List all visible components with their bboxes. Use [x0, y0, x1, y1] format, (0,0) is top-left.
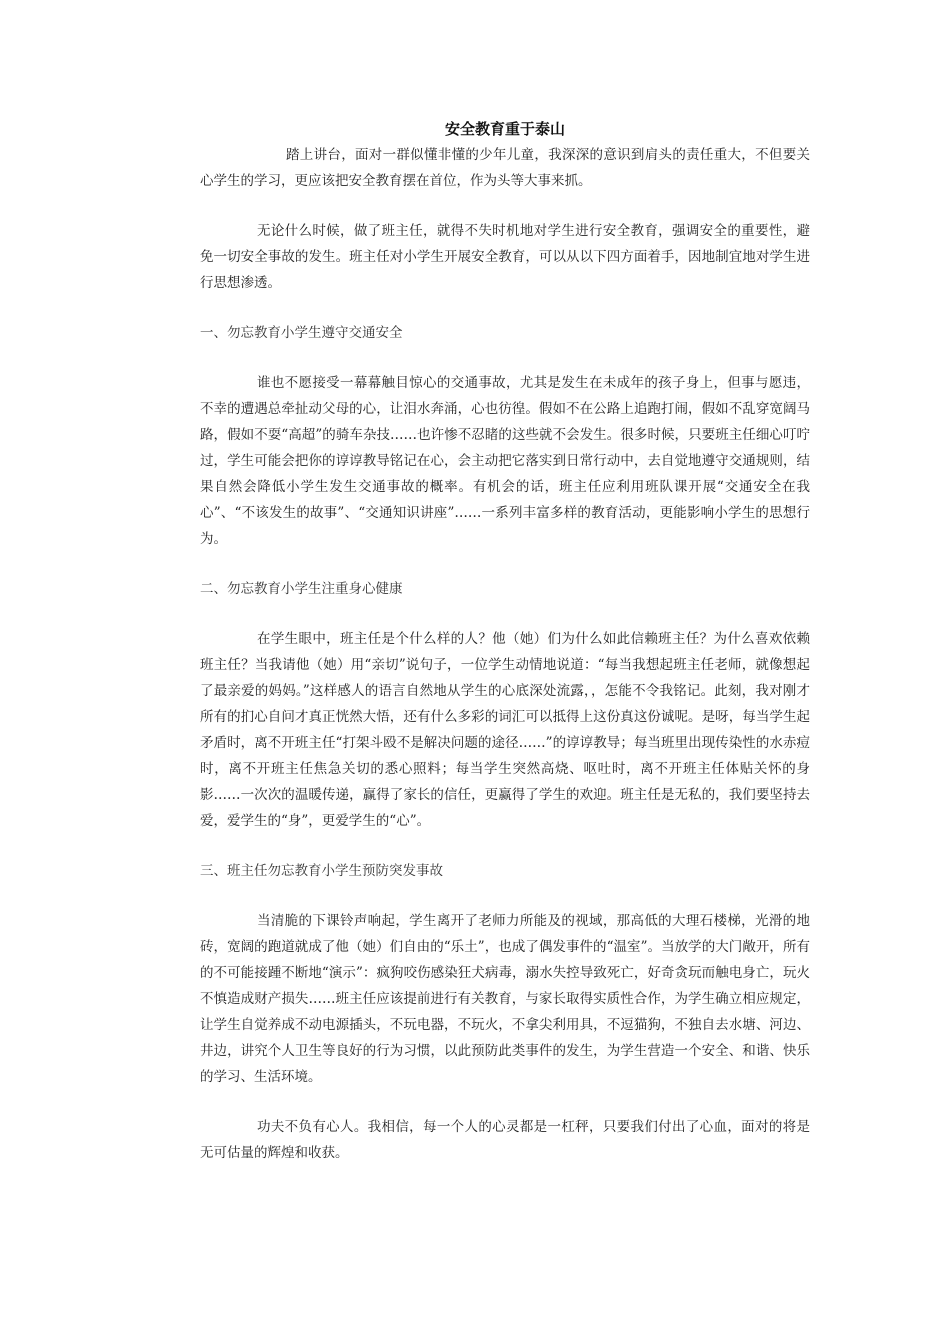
paragraph-spacer	[200, 602, 810, 626]
paragraph-spacer	[200, 552, 810, 576]
section-1-body: 谁也不愿接受一幕幕触目惊心的交通事故，尤其是发生在未成年的孩子身上，但事与愿违，不幸的遭遇总牵扯动父母的心，让泪水奔涌，心也彷徨。假如不在公路上追跑打闹，假如不乱穿宽阔马路，假如不耍“高超”的骑车杂技……也许惨不忍睹的这些就不会发生。很多时候，只要班主任细心叮咛过，学生可能会把你的谆谆教导铭记在心，会主动把它落实到日常行动中，去自觉地遵守交通规则，结果自然会降低小学生发生交通事故的概率。有机会的话，班主任应利用班队课开展“交通安全在我心”、“不该发生的故事”、“交通知识讲座”……一系列丰富多样的教育活动，更能影响小学生的思想行为。	[200, 375, 810, 547]
intro-paragraph: 踏上讲台，面对一群似懂非懂的少年儿童，我深深的意识到肩头的责任重大，不但要关心学生的学习，更应该把安全教育摆在首位，作为头等大事来抓。	[200, 147, 810, 189]
document-page	[200, 118, 810, 1166]
paragraph-spacer	[200, 884, 810, 908]
paragraph-spacer	[200, 1090, 810, 1114]
paragraph-spacer	[200, 296, 810, 320]
section-2-heading: 二、勿忘教育小学生注重身心健康	[200, 581, 403, 597]
document-title: 安全教育重于泰山	[444, 120, 565, 138]
overview-paragraph: 无论什么时候，做了班主任，就得不失时机地对学生进行安全教育，强调安全的重要性，避免一切安全事故的发生。班主任对小学生开展安全教育，可以从以下四方面着手，因地制宜地对学生进行思想渗透。	[200, 223, 810, 291]
paragraph-spacer	[200, 346, 810, 370]
section-3-body: 当清脆的下课铃声响起，学生离开了老师力所能及的视域，那高低的大理石楼梯，光滑的地砖，宽阔的跑道就成了他（她）们自由的“乐土”，也成了偶发事件的“温室”。当放学的大门敞开，所有的不可能接踵不断地“演示”：疯狗咬伤感染狂犬病毒，溺水失控导致死亡，好奇贪玩而触电身亡，玩火不慎造成财产损失……班主任应该提前进行有关教育，与家长取得实质性合作，为学生确立相应规定，让学生自觉养成不动电源插头，不玩电器，不玩火，不拿尖利用具，不逗猫狗，不独自去水塘、河边、井边，讲究个人卫生等良好的行为习惯，以此预防此类事件的发生，为学生营造一个安全、和谐、快乐的学习、生活环境。	[200, 913, 810, 1085]
section-1-heading: 一、勿忘教育小学生遵守交通安全	[200, 325, 403, 341]
conclusion-paragraph: 功夫不负有心人。我相信，每一个人的心灵都是一杠秤，只要我们付出了心血，面对的将是无可估量的辉煌和收获。	[200, 1119, 810, 1161]
paragraph-spacer	[200, 834, 810, 858]
section-2-body: 在学生眼中，班主任是个什么样的人？他（她）们为什么如此信赖班主任？为什么喜欢依赖班主任？当我请他（她）用“亲切”说句子，一位学生动情地说道：“每当我想起班主任老师，就像想起了最亲爱的妈妈。”这样感人的语言自然地从学生的心底深处流露，，怎能不令我铭记。此刻，我对刚才所有的扪心自问才真正恍然大悟，还有什么多彩的词汇可以抵得上这份真这份诚呢。是呀，每当学生起矛盾时，离不开班主任“打架斗殴不是解决问题的途径……”的谆谆教导；每当班里出现传染性的水赤痘时，离不开班主任焦急关切的悉心照料；每当学生突然高烧、呕吐时，离不开班主任体贴关怀的身影……一次次的温暖传递，赢得了家长的信任，更赢得了学生的欢迎。班主任是无私的，我们要坚持去爱，爱学生的“身”，更爱学生的“心”。	[200, 631, 810, 829]
paragraph-spacer	[200, 194, 810, 218]
section-3-heading: 三、班主任勿忘教育小学生预防突发事故	[200, 863, 443, 879]
